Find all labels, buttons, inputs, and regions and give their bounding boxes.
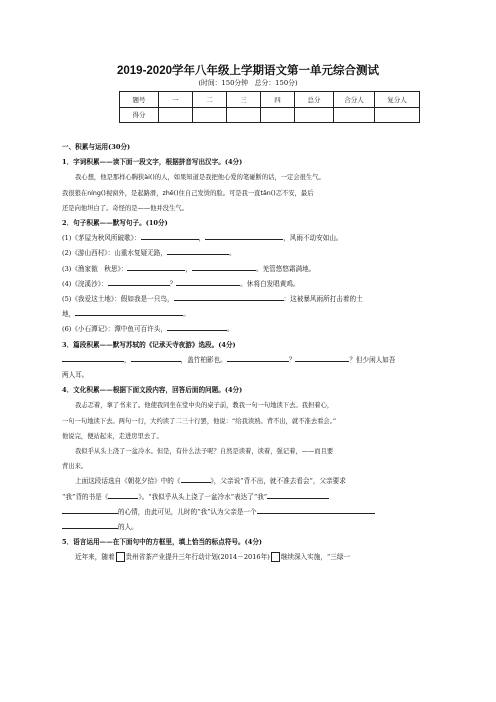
score-table-score-row: [120, 107, 420, 123]
score-header-cell: 总分: [295, 92, 334, 108]
answer-blank[interactable]: [62, 354, 124, 362]
answer-blank[interactable]: [176, 278, 240, 286]
pinyin-blank-1[interactable]: ài(: [144, 174, 153, 182]
score-header-cell: 三: [227, 92, 261, 108]
question-3-line: ， ，盖竹柏影也。 ？ ？但少闲人如吾: [62, 353, 440, 368]
score-cell[interactable]: [334, 107, 375, 123]
score-table: [119, 91, 420, 123]
score-row-label: 得分: [120, 107, 159, 123]
score-cell[interactable]: [227, 107, 261, 123]
exam-subtitle: (时间：150分钟 总分：150分): [198, 79, 298, 87]
answer-blank[interactable]: [205, 232, 283, 240]
answer-blank[interactable]: [62, 521, 118, 529]
score-header-cell: 合分人: [334, 92, 375, 108]
answer-blank[interactable]: [75, 308, 183, 316]
answer-blank[interactable]: [295, 354, 349, 362]
question-1-passage: 还是向他坦白了。奇怪的是——他并没生气。: [62, 204, 188, 212]
punctuation-box[interactable]: [116, 552, 125, 562]
score-cell[interactable]: [159, 107, 193, 123]
question-4-passage: 我似乎从头上浇了一盆冷水。但是，有什么法子呢？自然是读着，读着，强记着，——而且要: [75, 448, 334, 456]
score-header-cell: 四: [261, 92, 295, 108]
question-4-passage: 他说完，便站起来，走进房里去了。: [62, 432, 163, 440]
question-2-line: (2)《游山西村》：山重水复疑无路， 。: [62, 249, 236, 258]
question-3-line: 两人耳。: [62, 371, 89, 380]
exam-content: [62, 140, 440, 566]
answer-blank[interactable]: [227, 354, 289, 362]
question-4-stem: 4．文化积累——根据下面文段内容，回答后面的问题。(4分): [62, 386, 243, 395]
exam-title: 2019-2020学年八年级上学期语文第一单元综合测试: [117, 65, 379, 77]
answer-blank[interactable]: [257, 506, 375, 514]
answer-blank[interactable]: [181, 475, 211, 483]
answer-blank[interactable]: [192, 263, 256, 271]
score-header-cell: 一: [159, 92, 193, 108]
question-4-answer: 的人。: [62, 520, 440, 535]
answer-blank[interactable]: [267, 491, 329, 499]
question-4-passage: 一句一句地读下去。两句一行，大约读了二三十行罢，他说：“给我读熟。背不出，就不准去看会。”: [62, 417, 337, 425]
answer-blank[interactable]: [131, 354, 181, 362]
score-cell[interactable]: [261, 107, 295, 123]
score-header-cell: 复分人: [375, 92, 420, 108]
answer-blank[interactable]: [108, 278, 170, 286]
question-1-stem: 1．字词积累——读下面一段文字，根据拼音写出汉字。(4分): [62, 158, 243, 167]
pinyin-blank-2[interactable]: níng(: [87, 189, 104, 197]
pinyin-blank-3[interactable]: zhē(: [162, 189, 177, 197]
score-cell[interactable]: [375, 107, 420, 123]
question-2-stem: 2．句子积累——默写句子。(10分): [62, 219, 168, 228]
score-cell[interactable]: [193, 107, 227, 123]
question-5-line: 近年来，随着 贵州省茶产业提升三年行动计划(2014－2016年) 继续深入实施，“三绿一: [75, 553, 351, 562]
question-2-line: (5)《我爱这土地》：假如我是一只鸟， ：这被暴风雨所打击着的土: [62, 295, 363, 304]
pinyin-blank-4[interactable]: tǎn(: [260, 189, 274, 197]
question-4-answer: “我”背的书是《 》。“我似乎从头上浇了一盆冷水”表达了“我”: [62, 490, 440, 505]
answer-blank[interactable]: [108, 491, 138, 499]
answer-blank[interactable]: [167, 247, 229, 255]
answer-blank[interactable]: [174, 293, 284, 301]
question-4-passage: 背出来。: [62, 463, 88, 471]
answer-blank[interactable]: [62, 506, 118, 514]
answer-blank[interactable]: [127, 263, 185, 271]
question-2-line: (3)《渔家傲 秋思》： ， 。羌管悠悠霜满地。: [62, 264, 316, 273]
question-1-passage: 我心想，他是那样心胸狭ài()的人，如果知道是我把他心爱的笔碰断的话，一定会很生气。: [75, 174, 325, 182]
question-4-answer: 上面这段话选自《朝花夕拾》中的《 》，父亲说“背不出，就不准去看会”，父亲要求: [75, 477, 346, 486]
score-header-cell: 二: [193, 92, 227, 108]
question-2-line: (1)《茅屋为秋风所破歌》： ， ，风雨不动安如山。: [62, 234, 343, 243]
question-5-stem: 5．语言运用——在下面句中的方框里，填上恰当的标点符号。(4分): [62, 538, 263, 547]
question-3-stem: 3．篇段积累——默写苏轼的《记承天寺夜游》选段。(4分): [62, 340, 236, 349]
question-2-line: (4)《浣溪沙》： ？ 。休将白发唱黄鸡。: [62, 279, 300, 288]
question-1-passage: 我很狼在níng()视窗外，是起路滑，zhē()住自己发烫的脸。可是我一直tǎn()忑不安，最后: [62, 189, 314, 197]
section-heading: 一、积累与运用(30分): [62, 143, 131, 151]
question-4-passage: 我忐忑着，拿了书来了。他使我同坐在堂中央的桌子前，教我一句一句地读下去。我担着心，: [75, 402, 334, 410]
question-2-line: 地， 。: [62, 310, 190, 319]
question-4-answer: 的心情，由此可见，儿时的“我”认为父亲是一个: [62, 505, 440, 520]
question-2-line: (6)《小石潭记》：潭中鱼可百许头， 。: [62, 325, 234, 334]
answer-blank[interactable]: [167, 323, 227, 331]
score-table-header-row: [120, 92, 420, 108]
punctuation-box[interactable]: [271, 552, 280, 562]
answer-blank[interactable]: [141, 232, 199, 240]
score-cell[interactable]: [295, 107, 334, 123]
score-header-cell: 题号: [120, 92, 159, 108]
